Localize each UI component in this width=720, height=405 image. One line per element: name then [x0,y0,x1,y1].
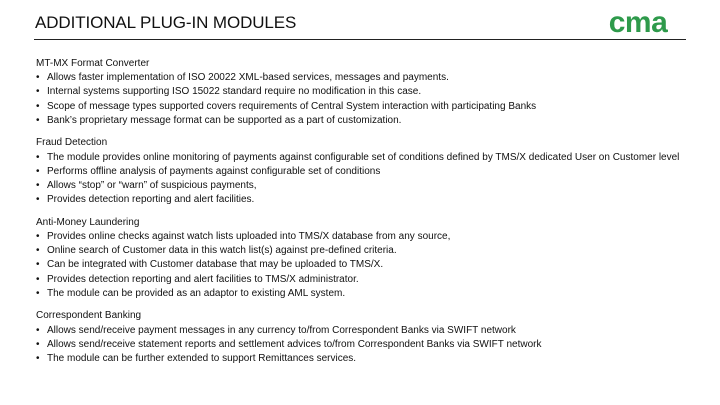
page-title: ADDITIONAL PLUG-IN MODULES [35,13,297,32]
list-item: • Scope of message types supported covers requirements of Central System interaction with participating Banks [36,100,696,114]
list-item: • Provides detection reporting and alert facilities. [36,193,696,207]
section-heading: MT-MX Format Converter [36,58,150,69]
list-item: • The module can be further extended to support Remittances services. [36,352,696,366]
list-item: • Online search of Customer data in this watch list(s) against pre-defined criteria. [36,244,696,258]
list-item: • Allows faster implementation of ISO 20022 XML-based services, messages and payments. [36,71,696,85]
section-heading: Fraud Detection [36,137,108,149]
bullet-list [36,151,696,208]
section-heading: Anti-Money Laundering [36,216,140,228]
list-item: • Internal systems supporting ISO 15022 standard require no modification in this case. [36,85,696,99]
list-item: • Performs offline analysis of payments against configurable set of conditions [36,165,696,179]
list-item: • Can be integrated with Customer database that may be uploaded to TMS/X. [36,258,696,272]
section-anti-money-laundering [36,216,696,301]
list-item: • Bank’s proprietary message format can be supported as a part of customization. [36,114,696,128]
list-item: • Allows send/receive statement reports and settlement advices to/from Correspondent Banks via SWIFT network [36,338,696,352]
list-item: • The module can be provided as an adaptor to existing AML system. [36,287,696,301]
section-mt-mx-converter [36,57,696,128]
section-heading: Correspondent Banking [36,310,142,322]
list-item: • Provides online checks against watch lists uploaded into TMS/X database from any source, [36,230,696,244]
section-fraud-detection [36,136,696,207]
list-item: • Allows send/receive payment messages in any currency to/from Correspondent Banks via SWIFT network [36,324,696,338]
bullet-list [36,71,696,128]
cma-logo-text: cma [608,6,668,39]
bullet-list [36,230,696,301]
section-correspondent-banking [36,309,696,366]
title-divider [34,39,686,40]
cma-logo [588,5,688,41]
list-item: • The module provides online monitoring of payments against configurable set of conditions defined by TMS/X dedicated User on Customer level [36,151,696,165]
content-body [36,57,696,375]
bullet-list [36,324,696,367]
list-item: • Allows “stop” or “warn” of suspicious payments, [36,179,696,193]
list-item: • Provides detection reporting and alert facilities to TMS/X administrator. [36,273,696,287]
